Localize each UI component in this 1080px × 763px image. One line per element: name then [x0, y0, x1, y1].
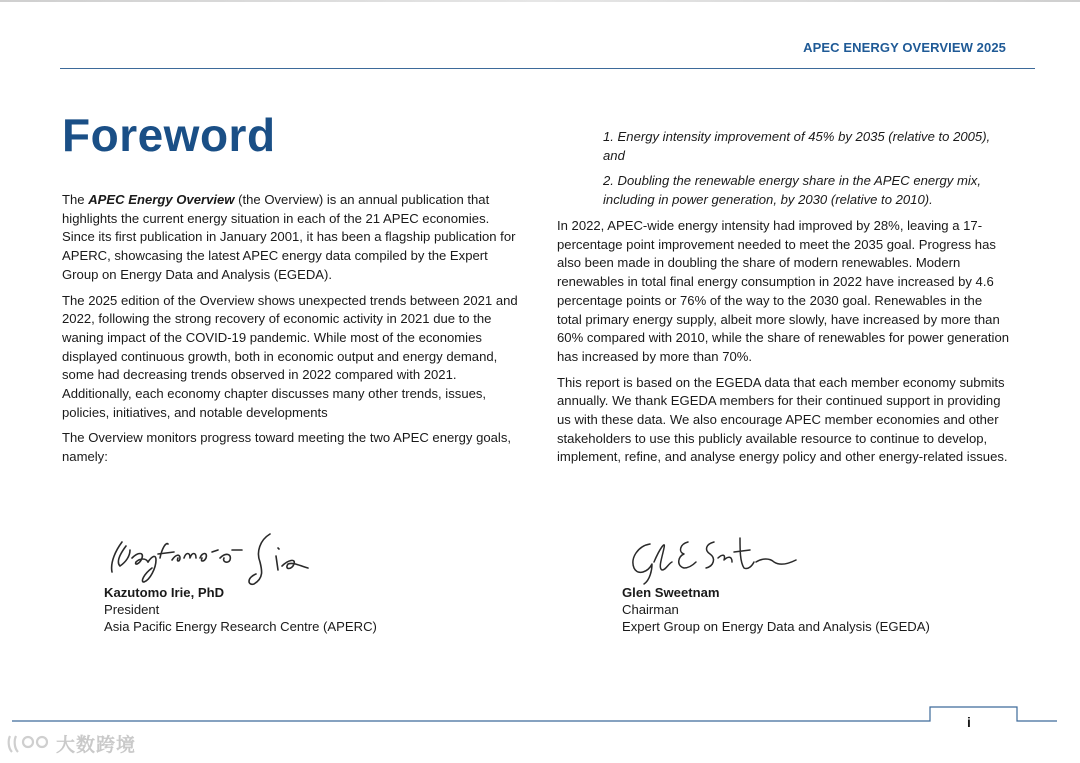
scan-edge: [0, 0, 1080, 2]
running-header: APEC ENERGY OVERVIEW 2025: [803, 40, 1006, 55]
brand-logo-icon: [6, 730, 52, 756]
goal-item: 2. Doubling the renewable energy share in the APEC energy mix, including in power generation, by 2030 (relative to 2010).: [603, 173, 981, 208]
trends-paragraph: The 2025 edition of the Overview shows unexpected trends between 2021 and 2022, following the strong recovery of economic activity in 2021 due to the waning impact of the COVID-19 pandemic. While most of the economies displayed continuous growth, both in economic output and energy demand, some had decreasing trends observed in 2022 compared with 2021. Additionally, each economy chapter discusses many other trends, issues, policies, initiatives, and notable developments: [62, 292, 518, 420]
intro-paragraph: The APEC Energy Overview (the Overview) is an annual publication that highlights the current energy situation in each of the 21 APEC economies. Since its first publication in January 2001, it has been a flagship publication for APERC, showcasing the latest APEC energy data compiled by the Expert Group on Energy Data and Analysis (EGEDA).: [62, 192, 516, 282]
acknowledgement-paragraph: This report is based on the EGEDA data that each member economy submits annually. We thank EGEDA members for their continued support in providing us with these data. We also encourage APEC member economies and other stakeholders to use this publicly available resource to continue to develop, implement, refine, and analyse energy policy and other energy-related issues.: [557, 374, 1008, 465]
left-column: [62, 191, 518, 474]
watermark: [6, 728, 136, 758]
goals-list: [603, 128, 1003, 217]
header-divider: [60, 68, 1035, 69]
signatory-name: Kazutomo Irie, PhD: [104, 585, 225, 600]
footer-rule: [0, 700, 1080, 740]
watermark-text: 大数跨境: [56, 734, 137, 756]
signature-irie: [100, 522, 340, 592]
signatory-block: [104, 585, 377, 635]
signatory-role: President: [104, 601, 160, 617]
right-column: [557, 217, 1009, 474]
goals-intro-paragraph: The Overview monitors progress toward meeting the two APEC energy goals, namely:: [62, 430, 512, 465]
signatory-name: Glen Sweetnam: [622, 585, 720, 600]
goal-item: 1. Energy intensity improvement of 45% by 2035 (relative to 2005), and: [603, 129, 991, 163]
page-title: Foreword: [62, 109, 276, 161]
progress-paragraph: In 2022, APEC-wide energy intensity had improved by 28%, leaving a 17-percentage point improvement needed to meet the 2035 goal. Progress has also been made in doubling the share of modern renewables. Modern renewables in total final energy consumption in 2022 have increased by 4.6 percentage points or 76% of the way to the 2030 goal. Renewables in the total primary energy supply, albeit more slowly, have increased by more than 60% compared with 2010, while the share of renewables for power generation has increased by more than 70%.: [557, 218, 1010, 364]
signatory-role: Chairman: [622, 601, 679, 617]
signatory-organization: Expert Group on Energy Data and Analysis (EGEDA): [622, 618, 930, 634]
signatory-organization: Asia Pacific Energy Research Centre (APERC): [104, 618, 377, 634]
signature-sweetnam: [622, 528, 842, 588]
page-number: i: [967, 714, 971, 730]
signatory-block: [622, 585, 930, 635]
publication-name: APEC Energy Overview: [88, 192, 235, 207]
